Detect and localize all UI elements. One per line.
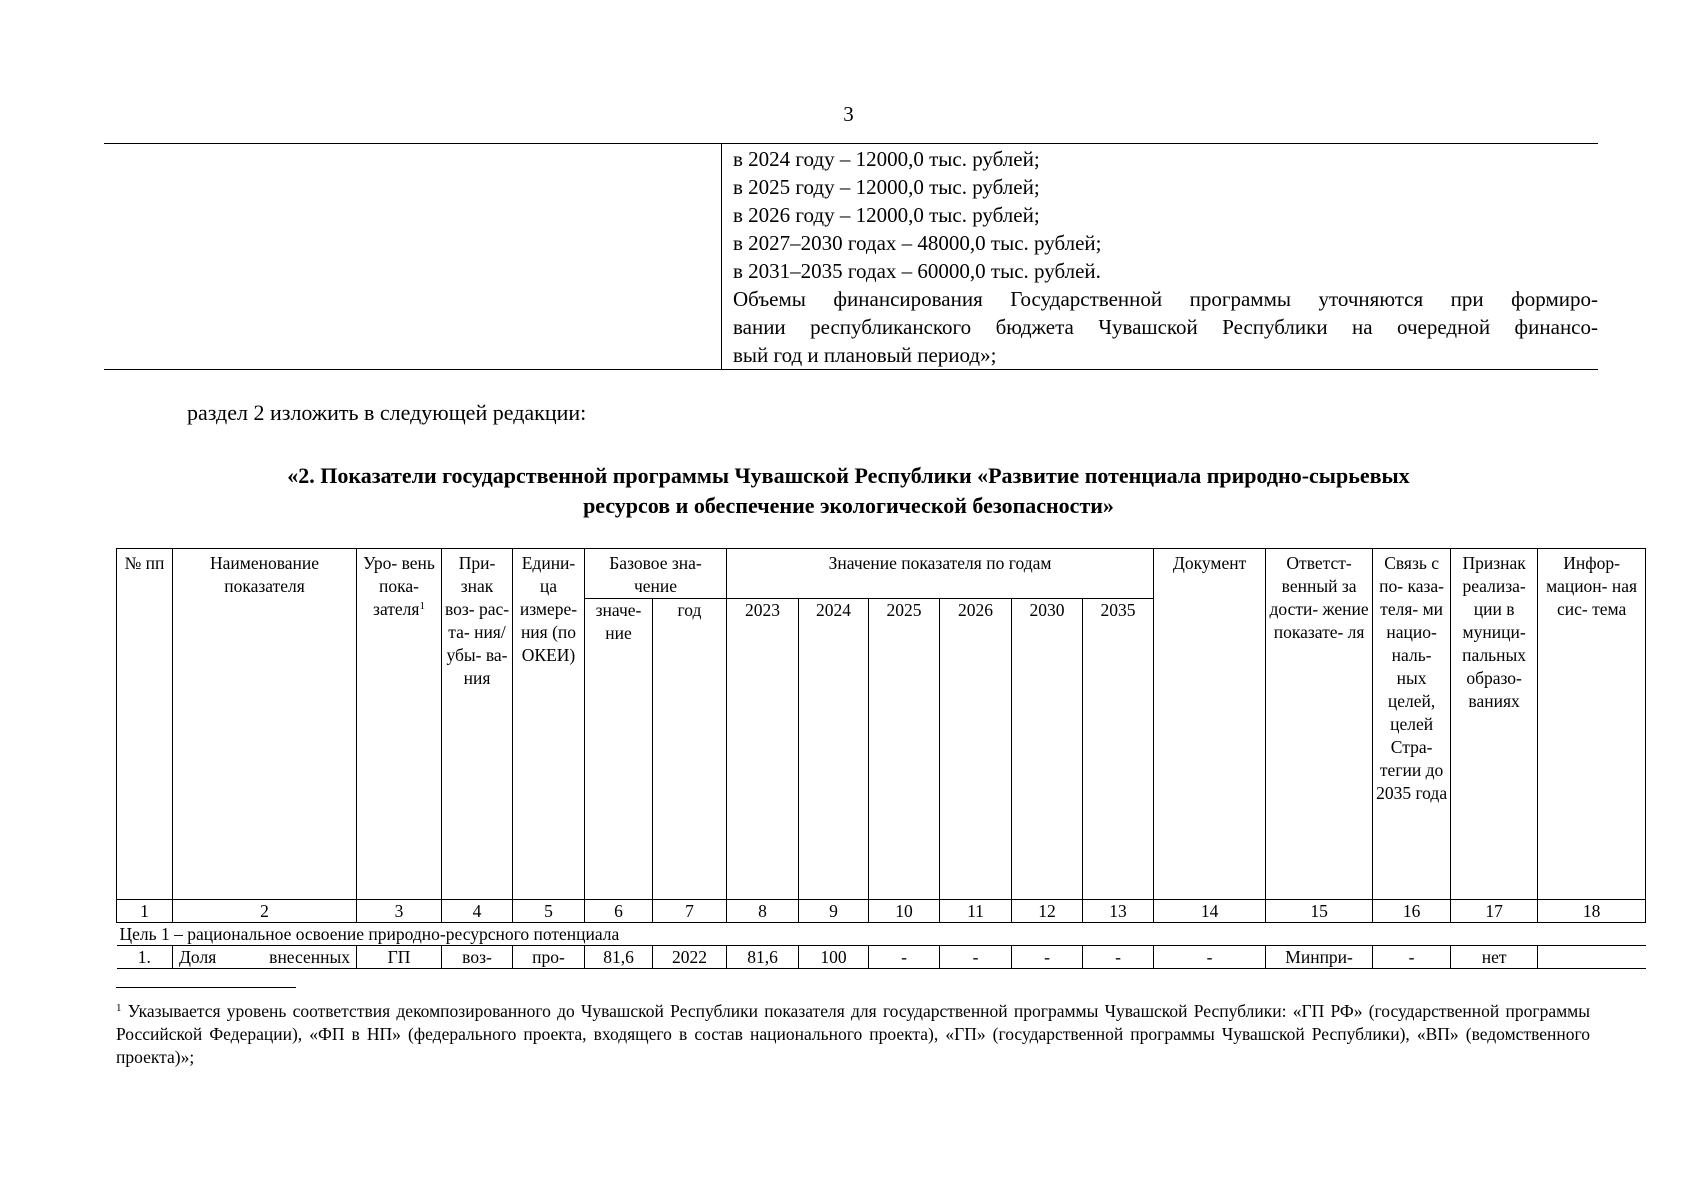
column-number: 1 [117, 900, 173, 923]
column-number: 12 [1012, 900, 1083, 923]
funding-line: в 2031–2035 годах – 60000,0 тыс. рублей. [733, 259, 1101, 283]
funding-line: в 2025 году – 12000,0 тыс. рублей; [733, 175, 1040, 199]
funding-line: в 2026 году – 12000,0 тыс. рублей; [733, 203, 1040, 227]
header-responsible: Ответст- венный за дости- жение показате- ля [1266, 549, 1373, 900]
footnote-marker: 1 [116, 1002, 122, 1014]
column-number: 17 [1451, 900, 1538, 923]
row-link: - [1373, 946, 1451, 969]
row-responsible: Минпри- [1266, 946, 1373, 969]
footnote-text: Указывается уровень соответствия декомпозированного до Чувашской Республики показателя для государственной программы Чувашской Республики: «ГП РФ» (государственной программы Российской Федерации), «ФП в НП» (федерального проекта, входящего в состав национального проекта), «ГП» (государственной программы Чувашской Республики), «ВП» (ведомственного проекта)»; [116, 1001, 1591, 1067]
row-value: - [940, 946, 1012, 969]
column-number: 5 [513, 900, 585, 923]
passport-value-cell [722, 144, 1599, 370]
row-value: - [869, 946, 940, 969]
column-number: 8 [727, 900, 799, 923]
header-level [357, 549, 442, 900]
row-value: - [1012, 946, 1083, 969]
column-number: 15 [1266, 900, 1373, 923]
row-municipal: нет [1451, 946, 1538, 969]
header-year: 2025 [869, 599, 940, 900]
column-number: 2 [173, 900, 357, 923]
header-link: Связь с по- каза- теля- ми нацио- наль- ных целей, целей Стра- тегии до 2035 года [1373, 549, 1451, 900]
footnote-separator [116, 987, 296, 988]
row-unit: про- [513, 946, 585, 969]
header-base-value: значе- ние [585, 599, 653, 900]
indicators-table [116, 548, 1646, 969]
column-number: 7 [653, 900, 727, 923]
header-no: № пп [117, 549, 173, 900]
header-unit: Едини- ца измере- ния (по ОКЕИ) [513, 549, 585, 900]
funding-note-line: вый год и плановый период»; [733, 343, 997, 367]
column-number: 16 [1373, 900, 1451, 923]
row-document: - [1154, 946, 1266, 969]
funding-line: в 2024 году – 12000,0 тыс. рублей; [733, 147, 1040, 171]
section-title [0, 461, 1697, 521]
header-year: 2035 [1083, 599, 1154, 900]
row-value: - [1083, 946, 1154, 969]
header-document: Документ [1154, 549, 1266, 900]
header-trend: При- знак воз- рас- та- ния/ убы- ва- ния [442, 549, 513, 900]
header-year: 2023 [727, 599, 799, 900]
column-number: 14 [1154, 900, 1266, 923]
header-info-system: Инфор- мацион- ная сис- тема [1538, 549, 1646, 900]
header-year: 2026 [940, 599, 1012, 900]
column-number: 13 [1083, 900, 1154, 923]
header-name: Наименование показателя [173, 549, 357, 900]
funding-note-line: Объемы финансирования Государственной программы уточняются при формиро- [733, 287, 1598, 311]
row-value: 100 [799, 946, 869, 969]
row-base-value: 81,6 [585, 946, 653, 969]
row-info-system [1538, 946, 1646, 969]
passport-table [104, 143, 1598, 370]
funding-note-line: вании республиканского бюджета Чувашской Республики на очередной финансо- [733, 315, 1598, 339]
row-base-year: 2022 [653, 946, 727, 969]
funding-line: в 2027–2030 годах – 48000,0 тыс. рублей; [733, 231, 1102, 255]
section-title-line: ресурсов и обеспечение экологической безопасности» [583, 493, 1114, 518]
header-base: Базовое зна- чение [585, 549, 727, 599]
header-year: 2030 [1012, 599, 1083, 900]
footnote-marker: 1 [419, 600, 425, 612]
column-number: 11 [940, 900, 1012, 923]
column-number: 9 [799, 900, 869, 923]
section-title-line: «2. Показатели государственной программы Чувашской Республики «Развитие потенциала природно-сырьевых [287, 463, 1410, 488]
row-name-text: Доля внесенных [179, 947, 350, 967]
row-level: ГП [357, 946, 442, 969]
column-number: 10 [869, 900, 940, 923]
header-year: 2024 [799, 599, 869, 900]
header-municipal: Признак реализа- ции в муници- пальных образо- ваниях [1451, 549, 1538, 900]
column-number: 4 [442, 900, 513, 923]
passport-label-cell [104, 144, 722, 370]
column-number: 3 [357, 900, 442, 923]
header-level-text: Уро- вень пока- зателя [363, 553, 435, 619]
footnote [116, 1000, 1590, 1069]
header-base-year: год [653, 599, 727, 900]
column-number: 18 [1538, 900, 1646, 923]
column-number: 6 [585, 900, 653, 923]
instruction-text: раздел 2 изложить в следующей редакции: [187, 400, 587, 425]
goal-row: Цель 1 – рациональное освоение природно-ресурсного потенциала [117, 923, 1646, 946]
page-number: 3 [843, 102, 854, 126]
row-name [173, 946, 357, 969]
row-number: 1. [117, 946, 173, 969]
header-by-years: Значение показателя по годам [727, 549, 1154, 599]
row-trend: воз- [442, 946, 513, 969]
row-value: 81,6 [727, 946, 799, 969]
